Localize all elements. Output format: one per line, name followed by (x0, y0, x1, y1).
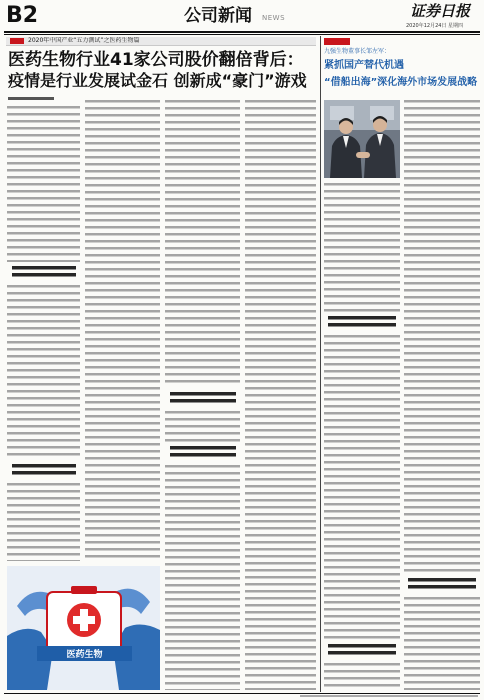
body-text-block (85, 100, 160, 561)
medical-kit-illustration (7, 566, 160, 690)
body-text-block (165, 411, 240, 442)
series-banner (6, 37, 316, 46)
page-number: B2 (6, 3, 39, 28)
body-text-block (324, 335, 400, 640)
body-text-block (7, 106, 80, 262)
body-text-block (7, 285, 80, 460)
handshake-photo (324, 100, 400, 178)
lead-headline-line2: 疫情是行业发展试金石 创新成“豪门”游戏 (8, 71, 307, 90)
body-text-block (324, 183, 400, 312)
body-text-block (404, 597, 480, 690)
series-label: 2020年中国产业“五力测试”之医药生物篇 (28, 37, 140, 44)
side-subheading (328, 316, 396, 330)
lead-subheading (12, 464, 76, 478)
lead-byline (8, 97, 54, 100)
side-subheading (408, 578, 476, 592)
side-subheading (328, 644, 396, 658)
side-headline-line2: “借船出海”深化海外市场发展战略 (324, 77, 478, 88)
series-marker (10, 38, 24, 44)
lead-headline-line1: 医药生物行业41家公司股价翻倍背后： (8, 50, 304, 70)
footer-rule (4, 693, 480, 694)
header-rule-thin (4, 34, 480, 35)
side-article-tag (324, 38, 350, 45)
body-text-block (165, 100, 240, 387)
footer-imprint (300, 695, 478, 697)
side-headline-line1: 紧抓国产替代机遇 (324, 60, 404, 71)
lead-subheading (12, 266, 76, 280)
body-text-block (245, 100, 316, 690)
body-text-block (165, 465, 240, 690)
body-text-block (324, 663, 400, 690)
column-divider (320, 36, 321, 692)
lead-subheading (170, 446, 236, 460)
body-text-block (404, 100, 480, 574)
issue-date: 2020年12月24日 星期四 (406, 23, 464, 29)
lead-subheading (170, 392, 236, 406)
body-text-block (7, 483, 80, 561)
section-title: 公司新闻 (184, 6, 252, 26)
side-kicker: 九强生物董事长邹左军： (324, 48, 391, 55)
section-title-en: NEWS (262, 14, 286, 22)
masthead-logo: 证券日报 (410, 2, 471, 20)
illustration-label: 医药生物 (66, 650, 103, 660)
header-rule-thick (4, 31, 480, 33)
